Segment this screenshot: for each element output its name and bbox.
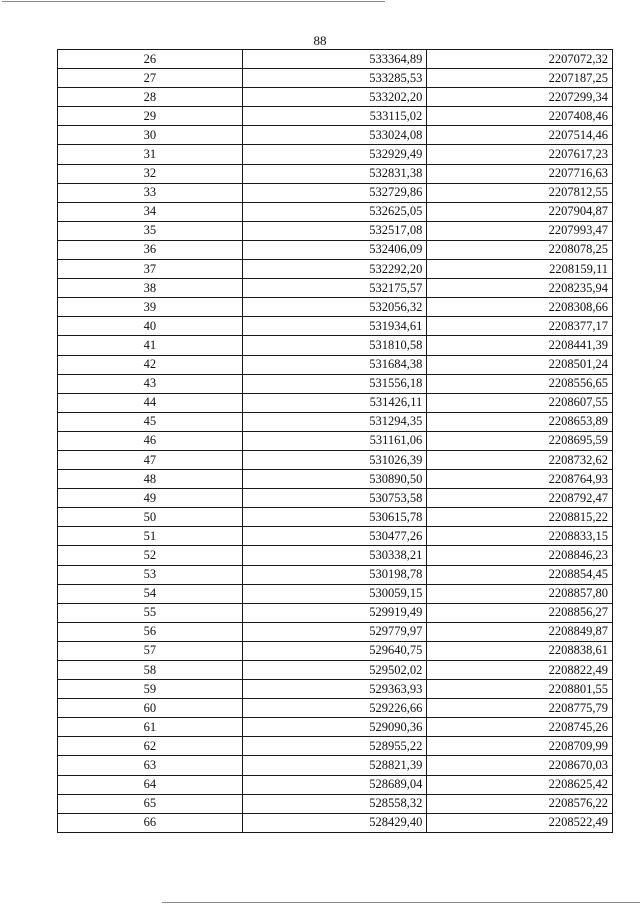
x-coordinate-cell: 531934,61 xyxy=(242,317,427,336)
x-coordinate-cell: 531810,58 xyxy=(242,336,427,355)
table-row xyxy=(58,202,613,221)
point-number-cell: 54 xyxy=(58,584,243,603)
y-coordinate-cell: 2208501,24 xyxy=(427,355,613,374)
y-coordinate-cell: 2208670,03 xyxy=(427,756,613,775)
table-row xyxy=(58,641,613,660)
point-number-cell: 60 xyxy=(58,699,243,718)
y-coordinate-cell: 2208522,49 xyxy=(427,813,613,832)
x-coordinate-cell: 532175,57 xyxy=(242,279,427,298)
table-row xyxy=(58,680,613,699)
x-coordinate-cell: 529919,49 xyxy=(242,603,427,622)
y-coordinate-cell: 2208854,45 xyxy=(427,565,613,584)
x-coordinate-cell: 529640,75 xyxy=(242,641,427,660)
scan-border-top xyxy=(2,1,385,2)
table-row xyxy=(58,565,613,584)
point-number-cell: 57 xyxy=(58,641,243,660)
y-coordinate-cell: 2208377,17 xyxy=(427,317,613,336)
table-row xyxy=(58,50,613,69)
x-coordinate-cell: 532056,32 xyxy=(242,298,427,317)
y-coordinate-cell: 2208159,11 xyxy=(427,260,613,279)
table-row xyxy=(58,699,613,718)
point-number-cell: 33 xyxy=(58,183,243,202)
x-coordinate-cell: 533115,02 xyxy=(242,107,427,126)
point-number-cell: 38 xyxy=(58,279,243,298)
coordinates-table-body xyxy=(58,50,613,833)
y-coordinate-cell: 2208775,79 xyxy=(427,699,613,718)
point-number-cell: 48 xyxy=(58,470,243,489)
x-coordinate-cell: 528689,04 xyxy=(242,775,427,794)
x-coordinate-cell: 529779,97 xyxy=(242,622,427,641)
point-number-cell: 61 xyxy=(58,718,243,737)
y-coordinate-cell: 2208078,25 xyxy=(427,240,613,259)
x-coordinate-cell: 532831,38 xyxy=(242,164,427,183)
x-coordinate-cell: 532406,09 xyxy=(242,240,427,259)
x-coordinate-cell: 529363,93 xyxy=(242,680,427,699)
point-number-cell: 36 xyxy=(58,240,243,259)
point-number-cell: 49 xyxy=(58,489,243,508)
y-coordinate-cell: 2208792,47 xyxy=(427,489,613,508)
y-coordinate-cell: 2207993,47 xyxy=(427,221,613,240)
table-row xyxy=(58,126,613,145)
coordinates-table xyxy=(57,49,613,833)
x-coordinate-cell: 528955,22 xyxy=(242,737,427,756)
table-row xyxy=(58,527,613,546)
y-coordinate-cell: 2208815,22 xyxy=(427,508,613,527)
table-row xyxy=(58,355,613,374)
point-number-cell: 55 xyxy=(58,603,243,622)
x-coordinate-cell: 530059,15 xyxy=(242,584,427,603)
point-number-cell: 29 xyxy=(58,107,243,126)
point-number-cell: 32 xyxy=(58,164,243,183)
y-coordinate-cell: 2207187,25 xyxy=(427,69,613,88)
table-row xyxy=(58,221,613,240)
x-coordinate-cell: 531294,35 xyxy=(242,412,427,431)
y-coordinate-cell: 2208822,49 xyxy=(427,661,613,680)
table-row xyxy=(58,489,613,508)
x-coordinate-cell: 530890,50 xyxy=(242,470,427,489)
page-number: 88 xyxy=(313,33,327,48)
x-coordinate-cell: 530198,78 xyxy=(242,565,427,584)
point-number-cell: 65 xyxy=(58,794,243,813)
y-coordinate-cell: 2207299,34 xyxy=(427,88,613,107)
y-coordinate-cell: 2207812,55 xyxy=(427,183,613,202)
x-coordinate-cell: 533202,20 xyxy=(242,88,427,107)
x-coordinate-cell: 528429,40 xyxy=(242,813,427,832)
x-coordinate-cell: 533024,08 xyxy=(242,126,427,145)
point-number-cell: 40 xyxy=(58,317,243,336)
scan-border-bottom xyxy=(162,902,640,903)
x-coordinate-cell: 528558,32 xyxy=(242,794,427,813)
x-coordinate-cell: 530338,21 xyxy=(242,546,427,565)
y-coordinate-cell: 2207904,87 xyxy=(427,202,613,221)
y-coordinate-cell: 2208607,55 xyxy=(427,393,613,412)
x-coordinate-cell: 533364,89 xyxy=(242,50,427,69)
point-number-cell: 42 xyxy=(58,355,243,374)
point-number-cell: 35 xyxy=(58,221,243,240)
point-number-cell: 41 xyxy=(58,336,243,355)
table-row xyxy=(58,813,613,832)
table-row xyxy=(58,546,613,565)
y-coordinate-cell: 2207072,32 xyxy=(427,50,613,69)
table-row xyxy=(58,661,613,680)
y-coordinate-cell: 2207408,46 xyxy=(427,107,613,126)
table-row xyxy=(58,107,613,126)
point-number-cell: 62 xyxy=(58,737,243,756)
point-number-cell: 63 xyxy=(58,756,243,775)
table-row xyxy=(58,298,613,317)
x-coordinate-cell: 531556,18 xyxy=(242,374,427,393)
point-number-cell: 56 xyxy=(58,622,243,641)
y-coordinate-cell: 2207514,46 xyxy=(427,126,613,145)
point-number-cell: 47 xyxy=(58,450,243,469)
y-coordinate-cell: 2208653,89 xyxy=(427,412,613,431)
x-coordinate-cell: 529502,02 xyxy=(242,661,427,680)
point-number-cell: 66 xyxy=(58,813,243,832)
x-coordinate-cell: 532517,08 xyxy=(242,221,427,240)
table-row xyxy=(58,145,613,164)
y-coordinate-cell: 2208709,99 xyxy=(427,737,613,756)
table-row xyxy=(58,183,613,202)
y-coordinate-cell: 2208846,23 xyxy=(427,546,613,565)
y-coordinate-cell: 2208833,15 xyxy=(427,527,613,546)
table-row xyxy=(58,450,613,469)
y-coordinate-cell: 2208745,26 xyxy=(427,718,613,737)
table-row xyxy=(58,240,613,259)
x-coordinate-cell: 529090,36 xyxy=(242,718,427,737)
x-coordinate-cell: 531426,11 xyxy=(242,393,427,412)
table-row xyxy=(58,737,613,756)
table-row xyxy=(58,431,613,450)
x-coordinate-cell: 531161,06 xyxy=(242,431,427,450)
y-coordinate-cell: 2208732,62 xyxy=(427,450,613,469)
table-row xyxy=(58,412,613,431)
table-row xyxy=(58,374,613,393)
table-row xyxy=(58,775,613,794)
table-row xyxy=(58,393,613,412)
table-row xyxy=(58,756,613,775)
x-coordinate-cell: 529226,66 xyxy=(242,699,427,718)
point-number-cell: 53 xyxy=(58,565,243,584)
table-row xyxy=(58,69,613,88)
y-coordinate-cell: 2207716,63 xyxy=(427,164,613,183)
x-coordinate-cell: 530615,78 xyxy=(242,508,427,527)
y-coordinate-cell: 2208695,59 xyxy=(427,431,613,450)
y-coordinate-cell: 2208441,39 xyxy=(427,336,613,355)
table-row xyxy=(58,470,613,489)
point-number-cell: 43 xyxy=(58,374,243,393)
point-number-cell: 51 xyxy=(58,527,243,546)
point-number-cell: 28 xyxy=(58,88,243,107)
y-coordinate-cell: 2208764,93 xyxy=(427,470,613,489)
point-number-cell: 39 xyxy=(58,298,243,317)
x-coordinate-cell: 532625,05 xyxy=(242,202,427,221)
point-number-cell: 46 xyxy=(58,431,243,450)
point-number-cell: 26 xyxy=(58,50,243,69)
point-number-cell: 31 xyxy=(58,145,243,164)
y-coordinate-cell: 2208625,42 xyxy=(427,775,613,794)
x-coordinate-cell: 532729,86 xyxy=(242,183,427,202)
table-row xyxy=(58,279,613,298)
table-row xyxy=(58,164,613,183)
y-coordinate-cell: 2208838,61 xyxy=(427,641,613,660)
x-coordinate-cell: 530753,58 xyxy=(242,489,427,508)
point-number-cell: 30 xyxy=(58,126,243,145)
table-row xyxy=(58,794,613,813)
x-coordinate-cell: 531026,39 xyxy=(242,450,427,469)
point-number-cell: 59 xyxy=(58,680,243,699)
y-coordinate-cell: 2208556,65 xyxy=(427,374,613,393)
point-number-cell: 34 xyxy=(58,202,243,221)
table-row xyxy=(58,260,613,279)
point-number-cell: 58 xyxy=(58,661,243,680)
table-row xyxy=(58,603,613,622)
table-row xyxy=(58,622,613,641)
y-coordinate-cell: 2208308,66 xyxy=(427,298,613,317)
y-coordinate-cell: 2208801,55 xyxy=(427,680,613,699)
x-coordinate-cell: 532929,49 xyxy=(242,145,427,164)
table-row xyxy=(58,584,613,603)
table-row xyxy=(58,336,613,355)
y-coordinate-cell: 2208857,80 xyxy=(427,584,613,603)
y-coordinate-cell: 2207617,23 xyxy=(427,145,613,164)
point-number-cell: 50 xyxy=(58,508,243,527)
point-number-cell: 44 xyxy=(58,393,243,412)
x-coordinate-cell: 530477,26 xyxy=(242,527,427,546)
point-number-cell: 37 xyxy=(58,260,243,279)
point-number-cell: 45 xyxy=(58,412,243,431)
x-coordinate-cell: 528821,39 xyxy=(242,756,427,775)
y-coordinate-cell: 2208235,94 xyxy=(427,279,613,298)
x-coordinate-cell: 531684,38 xyxy=(242,355,427,374)
table-row xyxy=(58,88,613,107)
point-number-cell: 52 xyxy=(58,546,243,565)
table-row xyxy=(58,508,613,527)
x-coordinate-cell: 532292,20 xyxy=(242,260,427,279)
table-row xyxy=(58,317,613,336)
y-coordinate-cell: 2208576,22 xyxy=(427,794,613,813)
table-row xyxy=(58,718,613,737)
x-coordinate-cell: 533285,53 xyxy=(242,69,427,88)
point-number-cell: 64 xyxy=(58,775,243,794)
point-number-cell: 27 xyxy=(58,69,243,88)
y-coordinate-cell: 2208856,27 xyxy=(427,603,613,622)
y-coordinate-cell: 2208849,87 xyxy=(427,622,613,641)
